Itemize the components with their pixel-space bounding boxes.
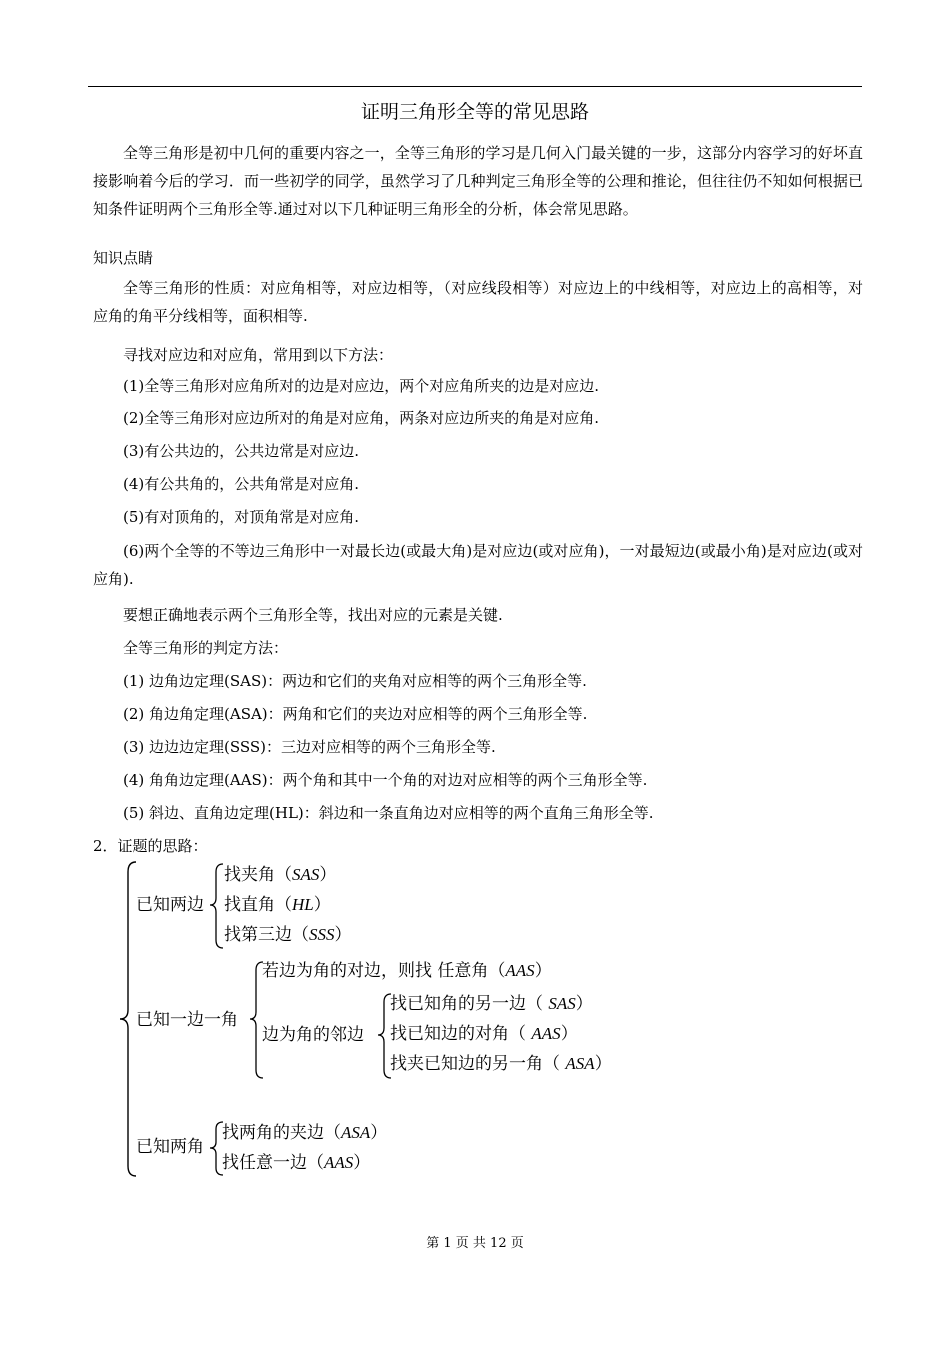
- criteria-item: (5) 斜边、直角边定理(HL)：斜边和一条直角边对应相等的两个直角三角形全等.: [123, 804, 654, 822]
- two-sides-label: 已知两边: [136, 895, 204, 915]
- method-item: (5)有对顶角的，对顶角常是对应角.: [123, 508, 360, 526]
- adjacent-label: 边为角的邻边: [262, 1025, 364, 1045]
- criteria-item: (2) 角边角定理(ASA)：两角和它们的夹边对应相等的两个三角形全等.: [123, 705, 588, 723]
- find-intro: 寻找对应边和对应角，常用到以下方法：: [123, 346, 394, 364]
- side-angle-label: 已知一边一角: [136, 1010, 238, 1030]
- key-note: 要想正确地表示两个三角形全等，找出对应的元素是关键.: [123, 606, 503, 624]
- knowledge-heading: 知识点睛: [93, 249, 154, 267]
- method-item: (2)全等三角形对应边所对的角是对应角，两条对应边所夹的角是对应角.: [123, 409, 600, 427]
- page-footer: 第 1 页 共 12 页: [426, 1236, 524, 1251]
- method-item: (3)有公共边的，公共边常是对应边.: [123, 442, 360, 460]
- tree-item: 找夹已知边的另一角（ ASA）: [390, 1054, 612, 1074]
- page-title: 证明三角形全等的常见思路: [360, 101, 589, 123]
- tree-item: 找夹角（SAS）: [224, 865, 337, 885]
- criteria-item: (4) 角角边定理(AAS)：两个角和其中一个角的对边对应相等的两个三角形全等.: [123, 771, 648, 789]
- method-item: (4)有公共角的，公共角常是对应角.: [123, 475, 360, 493]
- intro-paragraph: 全等三角形是初中几何的重要内容之一，全等三角形的学习是几何入门最关键的一步，这部分内容学习的好坏直接影响着今后的学习．而一些初学的同学，虽然学习了几种判定三角形全等的公理和推论，但往往仍不知如何根据已知条件证明两个三角形全等.通过对以下几种证明三角形全的分析，体会常见思路。: [93, 144, 863, 218]
- tree-item: 找直角（HL）: [224, 895, 331, 915]
- section-heading: 2．证题的思路：: [93, 837, 208, 855]
- criteria-item: (1) 边角边定理(SAS)：两边和它们的夹角对应相等的两个三角形全等.: [123, 672, 587, 690]
- tree-item: 找任意一边（AAS）: [222, 1153, 371, 1173]
- tree-item: 找已知角的另一边（ SAS）: [390, 994, 593, 1014]
- properties-paragraph: 全等三角形的性质：对应角相等，对应边相等，（对应线段相等）对应边上的中线相等，对应边上的高相等，对应角的角平分线相等，面积相等.: [93, 279, 863, 325]
- method-item-6: (6)两个全等的不等边三角形中一对最长边(或最大角)是对应边(或对应角)，一对最短边(或最小角)是对应边(或对应角).: [93, 542, 863, 588]
- method-item: (1)全等三角形对应角所对的边是对应边，两个对应角所夹的边是对应边.: [123, 377, 600, 395]
- tree-item: 若边为角的对边，则找 任意角（AAS）: [262, 961, 552, 981]
- criteria-item: (3) 边边边定理(SSS)：三边对应相等的两个三角形全等.: [123, 738, 496, 756]
- tree-item: 找第三边（SSS）: [224, 925, 352, 945]
- header-rule: [88, 86, 862, 87]
- criteria-intro: 全等三角形的判定方法：: [123, 639, 289, 657]
- tree-item: 找两角的夹边（ASA）: [222, 1123, 388, 1143]
- tree-item: 找已知边的对角（ AAS）: [390, 1024, 578, 1044]
- two-angles-label: 已知两角: [136, 1137, 204, 1157]
